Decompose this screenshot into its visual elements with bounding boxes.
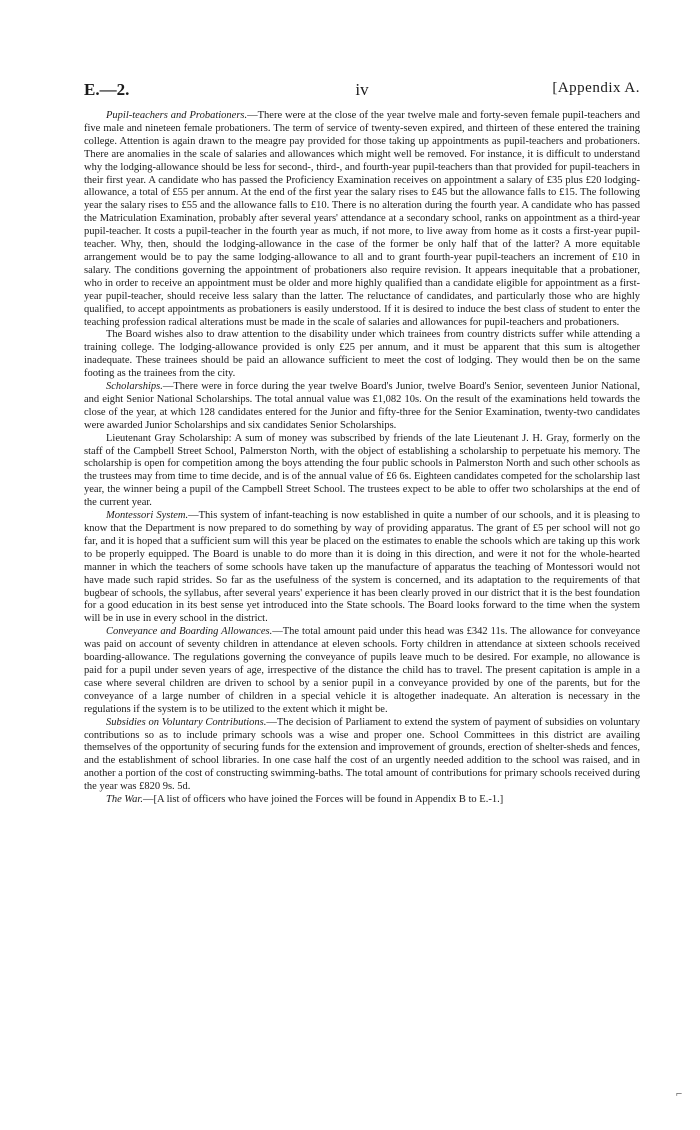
paragraph-trainees	[84, 329, 640, 381]
paragraph-scholarships	[84, 381, 640, 433]
paragraph-text: —There were in force during the year twelve Board's Junior, twelve Board's Senior, seventeen Junior National, and eight Senior National Scholarships. The total annual value was £1,082 10s. On the result of the examinations held towards the close of the year, at which 128 candidates entered for the Junior and fifty-three for the Senior Examination, twenty-two candidates were awarded Junior Scholarships and six candidates Senior Scholarships.	[84, 381, 640, 431]
paragraph-text: —The decision of Parliament to extend the system of payment of subsidies on voluntary contributions so as to include primary schools was a wise and proper one. School Committees in this district are availing themselves of the opportunity of securing funds for the extension and improvement of grounds, erection of shelter-sheds and fences, and the establishment of school libraries. In one case half the cost of an urgently needed addition to the school was raised, and in another a portion of the cost of constructing swimming-baths. The total amount of contributions for primary schools received during the year was £820 9s. 5d.	[84, 716, 641, 793]
heading-subsidies: Subsidies on Voluntary Contributions.	[106, 716, 267, 728]
document-code: E.—2.	[84, 80, 130, 99]
paragraph-text: Lieutenant Gray Scholarship: A sum of money was subscribed by friends of the late Lieutenant J. H. Gray, formerly on the staff of the Campbell Street School, Palmerston North, with the object of establishing a scholarship to perpetuate his memory. The scholarship is open for competition among the boys attending the four public schools in Palmerston North and such other schools as the trustees may from time to time decide, and is of the annual value of £6 6s. Eighteen candidates competed for the scholarship last year, the winner being a pupil of the Campbell Street School. The trustees expect to be able to offer two scholarships at the end of the current year.	[84, 432, 640, 509]
heading-montessori: Montessori System.	[106, 510, 189, 522]
margin-mark-icon: ⌐	[676, 1088, 683, 1100]
paragraph-pupil-teachers	[84, 110, 640, 329]
heading-pupil-teachers: Pupil-teachers and Probationers.	[106, 110, 248, 121]
paragraph-gray-scholarship	[84, 433, 640, 510]
appendix-label: [Appendix A.	[552, 80, 640, 96]
paragraph-text: —The total amount paid under this head was £342 11s. The allowance for conveyance was paid on account of seventy children in attendance at eleven schools. Forty children in attendance at sixteen schools received boarding-allowance. The regulations governing the conveyance of pupils leave much to be desired. For example, no allowance is paid for a pupil under seven years of age, irrespective of the distance the child has to travel. The present capitation is ample in a case where several children are driven to school by a senior pupil in a conveyance provided by one of the parents, but for the conveyance of a large number of children in a special vehicle it is altogether inadequate. An alteration is necessary in the regulations if the system is to be utilized to the extent which it might be.	[84, 626, 640, 715]
heading-war: The War.	[106, 794, 143, 806]
paragraph-text: —This system of infant-teaching is now established in quite a number of our schools, and it is pleasing to know that the Department is now prepared to do something by way of providing apparatus. The grant of £5 per school will not go far, and it is hoped that a sufficient sum will this year be placed on the estimates to enable the schools which are taking up this work to be properly equipped. The Board is unable to do more than it is doing in this direction, and were it not for the whole-hearted manner in which the teachers of some schools have taken up the manufacture of apparatus the teaching of Montessori would not have made such rapid strides. So far as the usefulness of the system is concerned, and its adaptation to the requirements of that bugbear of schools, the syllabus, after several years' experience it has been clearly proved in our district that it is the best foundation for a good education in its best sense yet introduced into the State schools. The Board looks forward to the time when the system will be in use in every school in the district.	[84, 510, 640, 625]
paragraph-subsidies	[84, 717, 640, 794]
page-header	[84, 80, 640, 104]
paragraph-war	[84, 794, 640, 807]
paragraph-text: —[A list of officers who have joined the Forces will be found in Appendix B to E.-1.]	[142, 794, 504, 806]
report-body	[84, 110, 640, 807]
heading-conveyance: Conveyance and Boarding Allowances.	[106, 626, 273, 638]
page-number: iv	[355, 80, 369, 99]
heading-scholarships: Scholarships.	[106, 381, 163, 393]
paragraph-text: The Board wishes also to draw attention to the disability under which trainees from country districts suffer while attending a training college. The lodging-allowance provided is only £25 per annum, and it must be apparent that this sum is altogether inadequate. These trainees should be paid an allowance sufficient to meet the cost of lodging. They would then be on the same footing as the trainees from the city.	[84, 329, 640, 380]
paragraph-montessori	[84, 510, 640, 626]
paragraph-conveyance	[84, 626, 640, 716]
paragraph-text: —There were at the close of the year twelve male and forty-seven female pupil-teachers and five male and nineteen female probationers. The term of service of twenty-seven expired, and thirteen of these entered the training college. Attention is again drawn to the meagre pay provided for those taking up appointments as pupil-teachers and probationers. There are anomalies in the scale of salaries and allowances which might well be removed. For instance, it is difficult to understand why the lodging-allowance should be less for second-, third-, and fourth-year pupil-teachers than that provided for pupil-teachers in their first year. A candidate who has passed the Proficiency Examination receives on appointment a salary of £35 plus £20 lodging-allowance, a total of £55 per annum. At the end of the first year the salary rises to £45 but the allowance falls to £15. The following year the salary rises to £55 and the allowance falls to £10. There is no alteration during the fourth year. A candidate who has passed the Matriculation Examination, probably after several years' attendance at a secondary school, ranks on appointment as a third-year pupil-teacher. It costs a pupil-teacher in the fourth year as much, if not more, to live away from home as it costs a first-year pupil-teacher. Why, then, should the lodging-allowance in the case of the former be only half that of the latter? A more equitable arrangement would be to pay the same lodging-allowance to all and to grant fourth-year pupil-teachers an increment of £10 in salary. The conditions governing the appointment of probationers also require revision. It appears inequitable that a probationer, who in order to receive an appointment must be older and more highly qualified than a candidate eligible for appointment as a first-year pupil-teacher, should receive less salary than the latter. The reluctance of candidates, and particularly those who are highly qualified, to accept appointments as probationers is easily understood. If it is desired to induce the best class of student to enter the teaching profession radical alterations must be made in the scale of salaries and allowances for pupil-teachers and probationers.	[84, 110, 640, 328]
